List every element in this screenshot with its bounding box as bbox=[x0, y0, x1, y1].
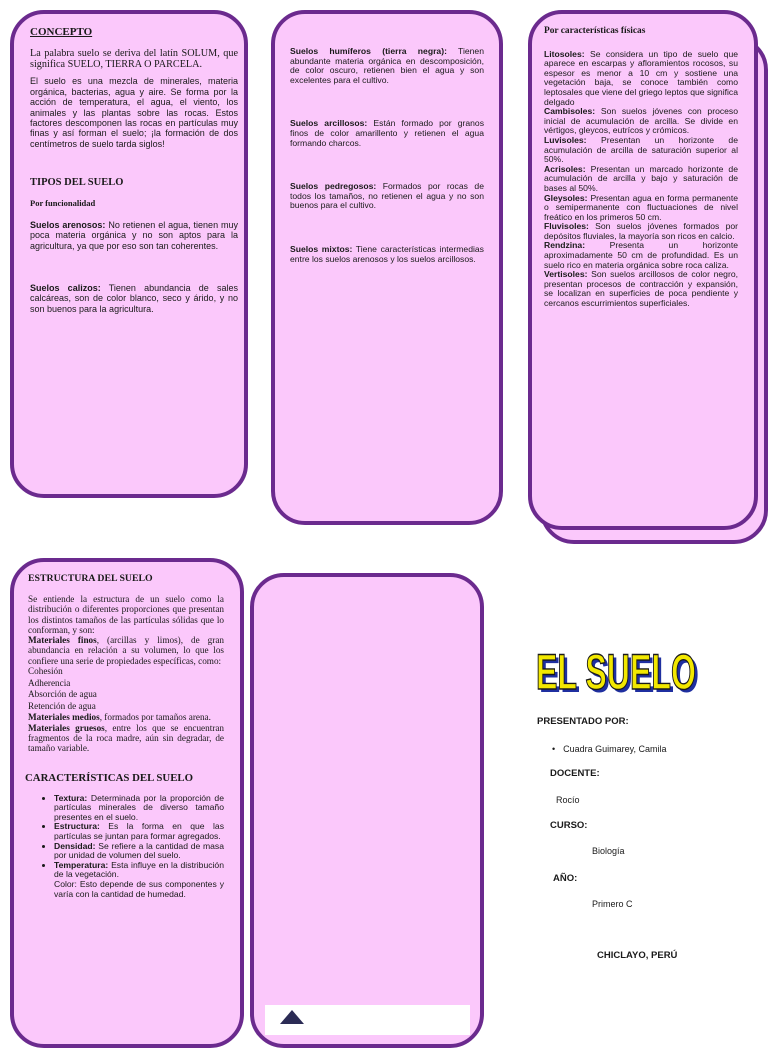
fisicas-item bbox=[544, 241, 738, 270]
fisicas-item-text: Son suelos jóvenes formados por depósitos fluviales, la mayoría son ricos en calcio. bbox=[544, 221, 738, 241]
characteristic-term: Estructura: bbox=[54, 821, 100, 832]
fisicas-item-term: Gleysoles: bbox=[544, 192, 588, 203]
panel-empty bbox=[250, 573, 484, 1048]
color-text: Color: Esto depende de sus componentes y varía con la cantidad de humedad. bbox=[54, 878, 224, 899]
mixtos-text: Tiene características intermedias entre los suelos arenosos y los suelos arcillosos. bbox=[290, 243, 484, 264]
types-title: TIPOS DEL SUELO bbox=[30, 177, 124, 189]
logo-shadow: EL SUELO bbox=[539, 647, 699, 699]
place-label: CHICLAYO, PERÚ bbox=[597, 950, 678, 961]
fisicas-item-text: Se considera un tipo de suelo que aparece en escarpas y afloramientos rocosos, su espesor es menor a 10 cm y sostiene una vegetación baja, se conoce también como leptosales que viene del griego leptos que significa delgado bbox=[544, 48, 738, 107]
el-suelo-logo bbox=[534, 647, 704, 699]
arcillosos-paragraph bbox=[290, 119, 484, 148]
fisicas-item bbox=[544, 136, 738, 165]
estructura-intro: Se entiende la estructura de un suelo como la distribución o diferentes proporciones que presentan los distintos tamaños de las partículas sólidas que lo conforman, y son: bbox=[28, 594, 224, 635]
presented-by-label: PRESENTADO POR: bbox=[537, 716, 629, 727]
fisicas-item-text: Presentan un marcado horizonte de acumulación de arcilla y bajo y saturación de bases al 50%. bbox=[544, 163, 738, 193]
panel-estructura-content bbox=[25, 573, 224, 899]
arcillosos-term: Suelos arcillosos: bbox=[290, 118, 368, 129]
fisicas-item bbox=[544, 165, 738, 194]
year-value: Primero C bbox=[592, 899, 633, 909]
student-name: Cuadra Guimarey, Camila bbox=[563, 744, 667, 754]
fisicas-item-text: Presentan agua en forma permanente o semipermanente con fluctuaciones de nivel freático en los primeros 50 cm. bbox=[544, 192, 738, 222]
fisicas-item bbox=[544, 222, 738, 241]
panel-concepto-content bbox=[30, 26, 238, 314]
calizos-paragraph bbox=[30, 283, 238, 314]
pedregosos-text: Formados por rocas de todos los tamaños, no retienen el agua y no son buenos para el cultivo. bbox=[290, 181, 484, 211]
fisicas-item bbox=[544, 107, 738, 136]
characteristic-text: Determinada por la proporción de partículas minerales de diverso tamaño presentes en el suelo. bbox=[54, 792, 224, 822]
pedregosos-paragraph bbox=[290, 182, 484, 211]
characteristic-text: Se refiere a la cantidad de masa por unidad de volumen del suelo. bbox=[54, 840, 224, 861]
arenosos-paragraph bbox=[30, 220, 238, 251]
characteristic-item bbox=[54, 861, 224, 899]
fisicas-item-term: Fluvisoles: bbox=[544, 221, 589, 232]
teacher-label: DOCENTE: bbox=[550, 768, 600, 779]
fisicas-item-term: Acrisoles: bbox=[544, 163, 586, 174]
course-label: CURSO: bbox=[550, 820, 588, 831]
fisicas-item-term: Vertisoles: bbox=[544, 269, 588, 280]
finos-paragraph bbox=[28, 635, 224, 666]
course-name: Biología bbox=[592, 846, 625, 856]
characteristic-term: Textura: bbox=[54, 792, 88, 803]
props-item: Retención de agua bbox=[28, 700, 96, 711]
props-item: Cohesión bbox=[28, 666, 63, 677]
fisicas-list bbox=[544, 50, 738, 309]
fisicas-item bbox=[544, 50, 738, 108]
panel-suelos-content bbox=[290, 47, 484, 264]
fisicas-item-text: Presenta un horizonte aproximadamente 50 cm de profundidad. Es un suelo rico en materia orgánica sobre roca caliza. bbox=[544, 240, 738, 270]
characteristics-title: CARACTERÍSTICAS DEL SUELO bbox=[25, 771, 193, 784]
mixtos-paragraph bbox=[290, 245, 484, 264]
fisicas-item-term: Cambisoles: bbox=[544, 106, 596, 117]
triangle-icon bbox=[280, 1010, 304, 1024]
characteristics-list bbox=[28, 794, 224, 900]
gruesos-term: Materiales gruesos bbox=[28, 722, 105, 733]
bullet-icon: • bbox=[552, 744, 556, 754]
props-item: Adherencia bbox=[28, 677, 71, 688]
fisicas-item-term: Litosoles: bbox=[544, 48, 585, 59]
characteristic-item bbox=[54, 842, 224, 861]
estructura-title: ESTRUCTURA DEL SUELO bbox=[28, 573, 153, 584]
characteristic-text: Es la forma en que las partículas se juntan para formar agregados. bbox=[54, 821, 224, 842]
props-list bbox=[28, 666, 224, 712]
fisicas-item-text: Son suelos arcillosos de color negro, presentan procesos de contracción y expansión, se localizan en superficies de poca pendiente y cercanos escurrimientos superficiales. bbox=[544, 269, 738, 309]
characteristic-term: Temperatura: bbox=[54, 859, 109, 870]
gruesos-text: , entre los que se encuentran fragmentos de la roca madre, aún sin degradar, de tamaño variable. bbox=[28, 722, 224, 754]
concept-body: El suelo es una mezcla de minerales, materia orgánica, bacterias, agua y aire. Se forma por la acción de temperatura, el agua, el viento, los animales y las plantas sobre las rocas. Estos factores descomponen las rocas en partículas muy finas y así forman el suelo; ¡la formación de dos centímetros de suelo tarda siglos! bbox=[30, 76, 238, 149]
humiferos-paragraph bbox=[290, 47, 484, 85]
medios-text: , formados por tamaños arena. bbox=[99, 712, 211, 723]
mixtos-term: Suelos mixtos: bbox=[290, 243, 353, 254]
fisicas-item-text: Son suelos jóvenes con proceso inicial de acumulación de arcilla. Se divide en vértigos, gleycos, eutrícos y crómicos. bbox=[544, 106, 738, 136]
concept-title: CONCEPTO bbox=[30, 26, 93, 38]
arcillosos-text: Están formado por granos finos de color amarillento y retienen el agua formando charcos. bbox=[290, 118, 484, 148]
characteristic-item bbox=[54, 822, 224, 841]
fisicas-title: Por características físicas bbox=[544, 26, 646, 36]
calizos-term: Suelos calizos: bbox=[30, 283, 101, 294]
gruesos-paragraph bbox=[28, 723, 224, 754]
logo-text: EL SUELO bbox=[536, 647, 696, 699]
fisicas-item-term: Luvisoles: bbox=[544, 134, 587, 145]
props-item: Absorción de agua bbox=[28, 689, 97, 700]
characteristic-item bbox=[54, 794, 224, 823]
fisicas-item bbox=[544, 194, 738, 223]
characteristic-term: Densidad: bbox=[54, 840, 96, 851]
fisicas-item bbox=[544, 270, 738, 308]
year-label: AÑO: bbox=[553, 873, 578, 884]
medios-paragraph bbox=[28, 712, 224, 722]
arenosos-term: Suelos arenosos: bbox=[30, 219, 106, 230]
humiferos-text: Tienen abundante materia orgánica en descomposición, de color oscuro, retienen bien el agua y son excelentes para el cultivo. bbox=[290, 46, 484, 85]
humiferos-term: Suelos humíferos (tierra negra): bbox=[290, 46, 447, 56]
fisicas-item-term: Rendzina: bbox=[544, 240, 586, 251]
types-subtitle: Por funcionalidad bbox=[30, 198, 96, 209]
panel-fisicas-content bbox=[544, 26, 738, 309]
pedregosos-term: Suelos pedregosos: bbox=[290, 181, 377, 192]
arenosos-text: No retienen el agua, tienen muy poca materia orgánica y no son aptos para la agricultura, ya que por eso son tan coherentes. bbox=[30, 219, 238, 251]
calizos-text: Tienen abundancia de sales calcáreas, son de color blanco, seco y árido, y no son buenos para la agricultura. bbox=[30, 283, 238, 314]
teacher-name: Rocío bbox=[556, 795, 580, 805]
medios-term: Materiales medios bbox=[28, 712, 100, 723]
student-item bbox=[552, 744, 667, 754]
finos-text: , (arcillas y limos), de gran abundancia en relación a su volumen, lo que los confiere una serie de propiedades específicas, como: bbox=[28, 635, 224, 666]
finos-term: Materiales finos bbox=[28, 635, 97, 646]
fisicas-item-text: Presentan un horizonte de acumulación de arcilla de saturación superior al 50%. bbox=[544, 134, 738, 165]
concept-intro: La palabra suelo se deriva del latín SOLUM, que significa SUELO, TIERRA O PARCELA. bbox=[30, 48, 238, 71]
characteristic-text: Esta influye en la distribución de la vegetación. bbox=[54, 859, 224, 880]
